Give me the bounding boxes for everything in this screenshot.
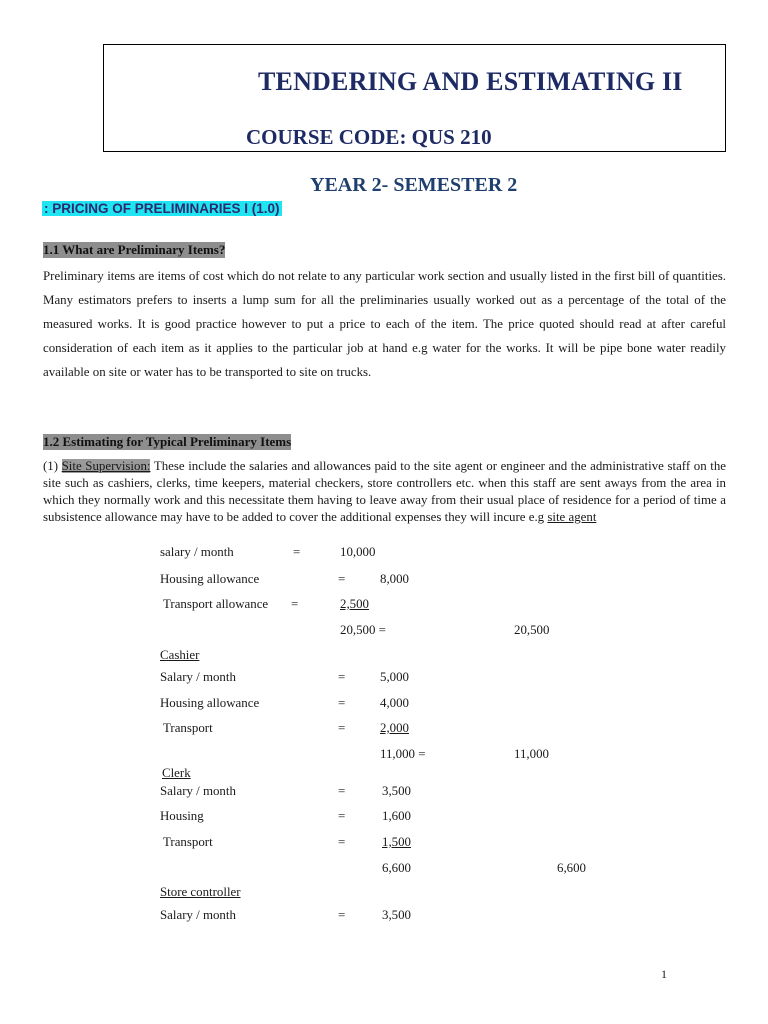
- clerk-row-value: 1,500: [382, 835, 412, 849]
- clerk-row-eq: =: [338, 835, 346, 849]
- cashier-row-label: Salary / month: [160, 670, 236, 684]
- clerk-row-value: 3,500: [382, 784, 412, 798]
- subheading-estimating: 1.2 Estimating for Typical Preliminary Items: [43, 434, 292, 449]
- clerk-row-value: 1,600: [382, 809, 412, 823]
- title-box: [103, 44, 726, 152]
- agent-row-eq: =: [291, 597, 299, 611]
- store-row-eq: =: [338, 908, 346, 922]
- cashier-subtotal: 11,000 =: [380, 747, 426, 761]
- agent-row-value: 10,000: [340, 545, 376, 559]
- clerk-row-label: Transport: [163, 835, 213, 849]
- clerk-row-eq: =: [338, 809, 346, 823]
- cashier-total: 11,000: [514, 747, 549, 761]
- agent-row-value: 2,500: [340, 597, 370, 611]
- section-title: : PRICING OF PRELIMINARIES I (1.0): [44, 201, 280, 216]
- page-number: 1: [661, 967, 667, 981]
- cashier-row-value: 5,000: [380, 670, 410, 684]
- agent-row-label: salary / month: [160, 545, 234, 559]
- agent-total: 20,500: [514, 623, 550, 637]
- cashier-row-label: Transport: [163, 721, 213, 735]
- clerk-row-label: Salary / month: [160, 784, 236, 798]
- agent-row-label: Housing allowance: [160, 572, 260, 586]
- paragraph-site-supervision: [43, 458, 726, 526]
- cashier-row-value: 4,000: [380, 696, 410, 710]
- cashier-row-eq: =: [338, 696, 346, 710]
- site-supervision-term: Site Supervision:: [61, 459, 151, 473]
- para-body: These include the salaries and allowances paid to the site agent or engineer and the administrative staff on the site such as cashiers, clerks, time keepers, material checkers, store controllers etc. when this staff are sent aways from the area in which they normally work and this necessitate them having to leave away from their usual place of residence for a period of time a subsistence allowance may have to be added to cover the additional expenses they will incure e.g: [43, 459, 726, 524]
- clerk-heading: Clerk: [162, 766, 191, 780]
- cashier-row-eq: =: [338, 721, 346, 735]
- clerk-subtotal: 6,600: [382, 861, 412, 875]
- store-row-value: 3,500: [382, 908, 412, 922]
- agent-row-eq: =: [293, 545, 301, 559]
- para-prefix: (1): [43, 459, 62, 473]
- cashier-row-label: Housing allowance: [160, 696, 260, 710]
- subheading-preliminary-items: 1.1 What are Preliminary Items?: [43, 242, 226, 257]
- course-code: COURSE CODE: QUS 210: [246, 125, 492, 149]
- store-row-label: Salary / month: [160, 908, 236, 922]
- site-agent-term: site agent: [547, 510, 597, 524]
- paragraph-preliminary-items: Preliminary items are items of cost which do not relate to any particular work section and usually listed in the first bill of quantities. Many estimators prefers to inserts a lump sum for all the preliminaries usually worked out as a percentage of the total of the measured works. It is good practice however to put a price to each of the item. The price quoted should read at after careful consideration of each item as it applies to the particular job at hand e.g water for the works. It will be pipe bone water readily available on site or water has to be transported to site on trucks.: [43, 269, 726, 379]
- agent-row-eq: =: [338, 572, 346, 586]
- clerk-row-eq: =: [338, 784, 346, 798]
- year-semester: YEAR 2- SEMESTER 2: [310, 174, 518, 196]
- clerk-row-label: Housing: [160, 809, 204, 823]
- agent-row-value: 8,000: [380, 572, 410, 586]
- cashier-row-value: 2,000: [380, 721, 410, 735]
- clerk-total: 6,600: [557, 861, 587, 875]
- cashier-row-eq: =: [338, 670, 346, 684]
- agent-subtotal: 20,500 =: [340, 623, 386, 637]
- agent-row-label: Transport allowance: [163, 597, 269, 611]
- cashier-heading: Cashier: [160, 648, 200, 662]
- store-heading: Store controller: [160, 885, 241, 899]
- document-title: TENDERING AND ESTIMATING II: [258, 67, 683, 96]
